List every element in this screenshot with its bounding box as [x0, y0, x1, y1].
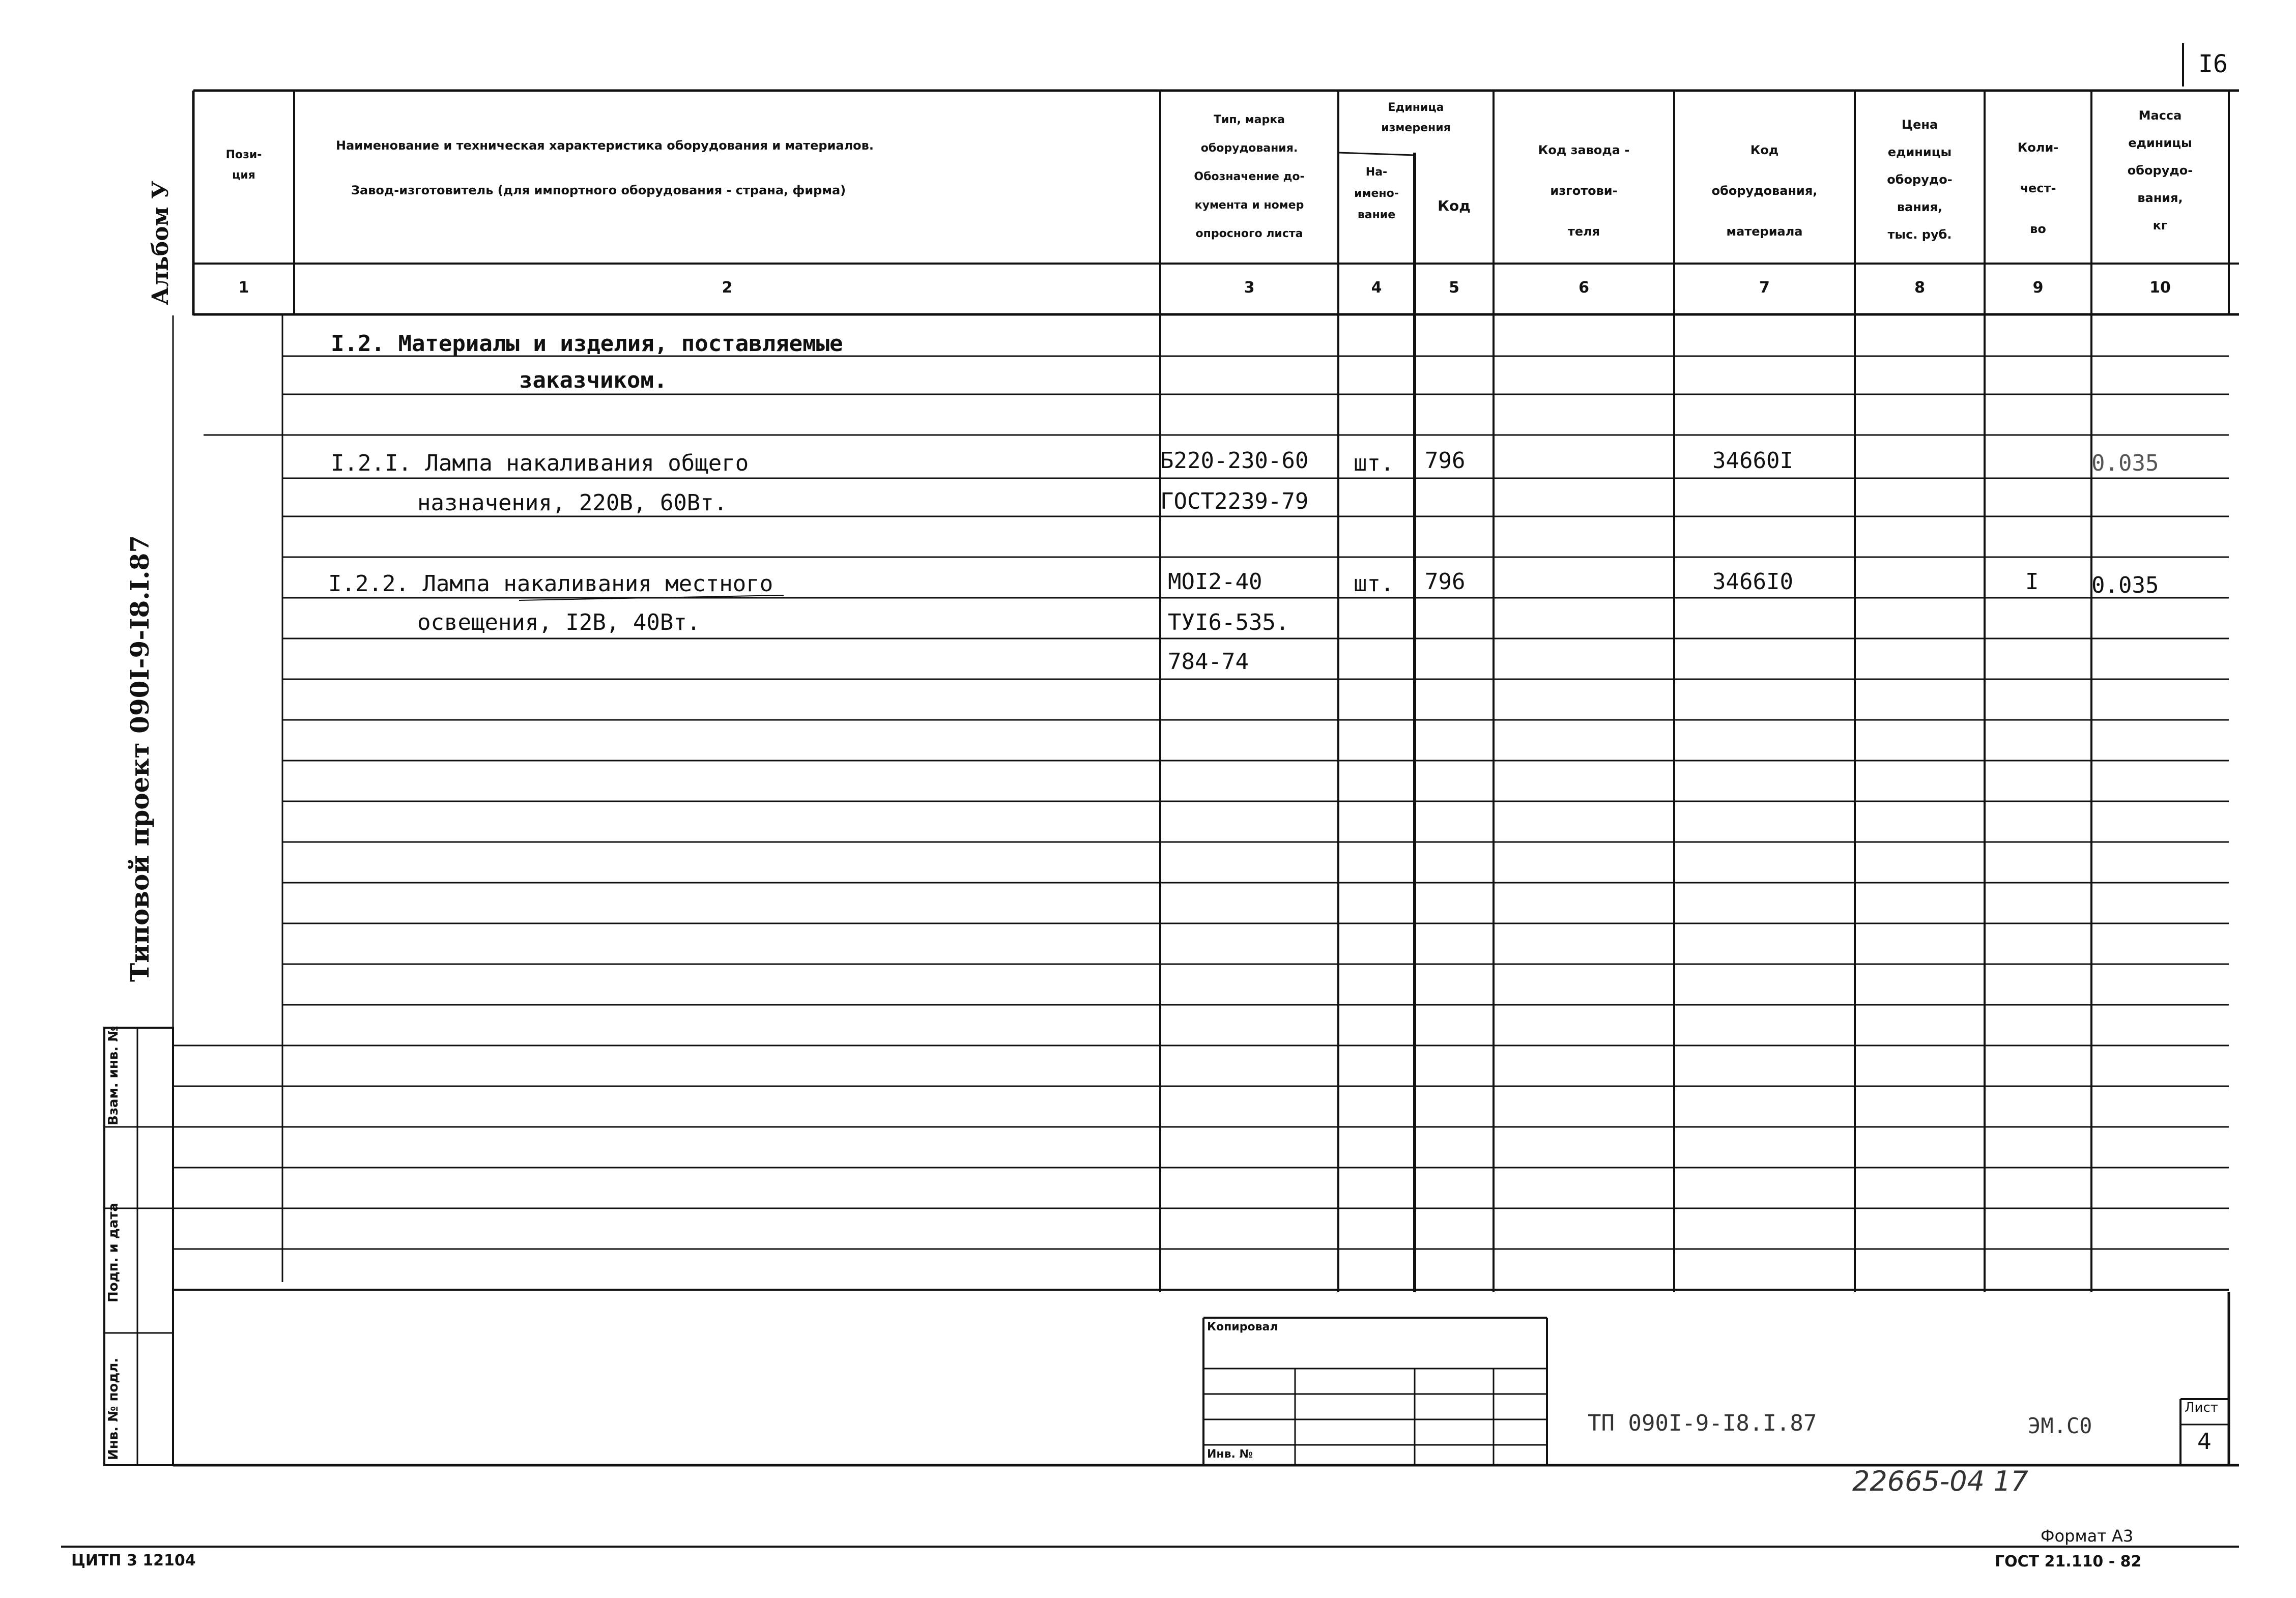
item1-unit-code: 796 [1425, 448, 1466, 474]
section-title-line2: заказчиком. [519, 367, 668, 393]
colnum-6: 6 [1578, 279, 1589, 297]
title-inv-label: Инв. № [1207, 1448, 1253, 1461]
item1-mass: 0.035 [2091, 450, 2159, 476]
header-unit-group: Единица измерения [1381, 101, 1451, 134]
colnum-2: 2 [722, 279, 733, 297]
header-quantity: Коли- чест- во [2017, 140, 2059, 236]
colnum-8: 8 [1914, 279, 1925, 297]
item1-name-line2: назначения, 220В, 60Вт. [417, 490, 728, 516]
item2-unit-code: 796 [1425, 569, 1466, 595]
item2-name-line1: I.2.2. Лампа накаливания местного [328, 571, 773, 597]
footer-left: ЦИТП 3 12104 [71, 1552, 196, 1570]
stamp-inv-no-label: Инв. № подл. [106, 1357, 121, 1460]
footer-gost: ГОСТ 21.110 - 82 [1995, 1553, 2142, 1571]
header-name-line1: Наименование и техническая характеристика оборудования и материалов. [336, 138, 874, 153]
colnum-5: 5 [1449, 279, 1459, 297]
title-copied-label: Копировал [1207, 1321, 1278, 1333]
sheet-number: I6 [2198, 50, 2228, 78]
doc-suffix: ЭМ.С0 [2028, 1413, 2092, 1438]
item1-name-line1: I.2.I. Лампа накаливания общего [331, 450, 749, 476]
header-manufacturer-code: Код завода - изготови- теля [1538, 143, 1630, 239]
colnum-3: 3 [1244, 279, 1255, 297]
handwritten-number: 22665-04 17 [1852, 1465, 2028, 1497]
header-position: Пози- ция [225, 149, 262, 182]
item1-unit: шт. [1354, 450, 1394, 476]
sheet-value: 4 [2197, 1429, 2212, 1455]
stamp-vzam-label: Взам. инв. № [106, 1026, 121, 1125]
item2-quantity: I [2025, 569, 2039, 595]
header-equipment-code: Код оборудования, материала [1711, 143, 1818, 239]
item2-mass: 0.035 [2091, 572, 2159, 598]
project-label: Типовой проект 090I-9-I8.I.87 [125, 535, 155, 982]
section-title-line1: I.2. Материалы и изделия, поставляемые [331, 331, 843, 357]
item2-name-line2: освещения, I2В, 40Вт. [417, 609, 701, 635]
header-price: Цена единицы оборудо- вания, тыс. руб. [1887, 118, 1953, 242]
colnum-4: 4 [1371, 279, 1382, 297]
colnum-1: 1 [238, 279, 249, 297]
item2-type-line2: ТУI6-535. [1168, 609, 1289, 635]
colnum-9: 9 [2032, 279, 2044, 297]
colnum-7: 7 [1759, 279, 1770, 297]
album-label: Альбом У [148, 181, 174, 305]
item2-equipment-code: 3466I0 [1712, 569, 1793, 595]
item1-type-line2: ГОСТ2239-79 [1160, 488, 1309, 514]
colnum-10: 10 [2149, 279, 2171, 297]
item2-unit: шт. [1354, 571, 1394, 597]
doc-code: ТП 090I-9-I8.I.87 [1588, 1410, 1817, 1436]
header-unit-name: На- имено- вание [1354, 166, 1399, 221]
stamp-sign-date-label: Подп. и дата [106, 1203, 121, 1302]
item2-type-line1: МОI2-40 [1168, 569, 1262, 595]
item2-type-line3: 784-74 [1168, 649, 1249, 675]
footer-format: Формат А3 [2041, 1526, 2134, 1546]
header-type: Тип, марка оборудования. Обозначение до- кумента и номер опросного листа [1194, 113, 1305, 240]
item1-equipment-code: 34660I [1712, 448, 1793, 474]
header-mass: Масса единицы оборудо- вания, кг [2127, 108, 2193, 233]
sheet-label: Лист [2185, 1400, 2218, 1415]
header-name-line2: Завод-изготовитель (для импортного оборудования - страна, фирма) [351, 183, 846, 197]
item1-type-line1: Б220-230-60 [1160, 448, 1309, 474]
header-unit-code: Код [1438, 197, 1471, 214]
